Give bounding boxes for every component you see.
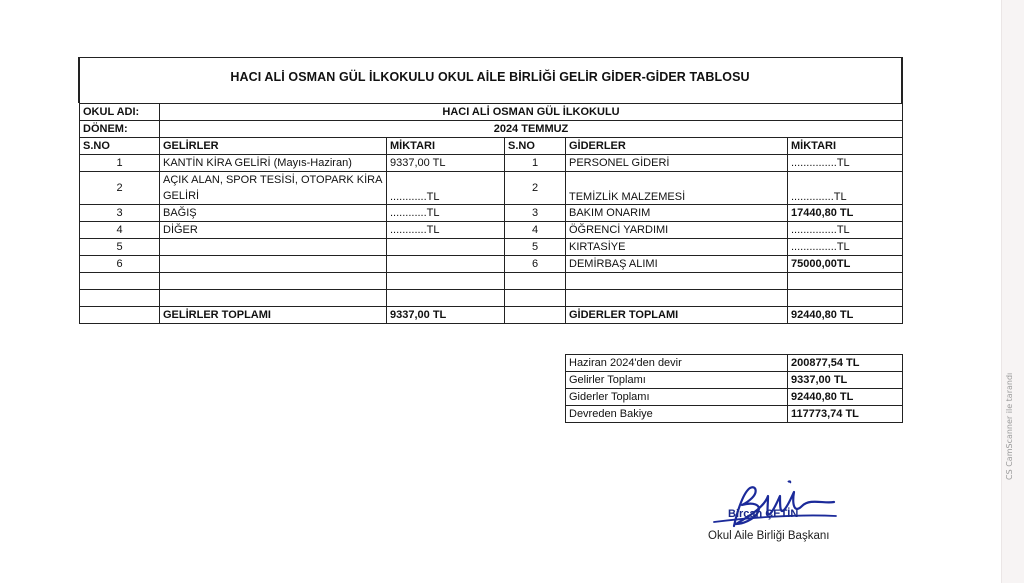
- expense-row-number: 3: [505, 205, 566, 222]
- empty-row: [80, 290, 903, 307]
- header-expense: GİDERLER: [566, 138, 788, 155]
- expense-amount: ...............TL: [788, 155, 903, 172]
- expense-total-value: 92440,80 TL: [788, 307, 903, 324]
- expense-amount: ...............TL: [788, 239, 903, 256]
- header-row: [80, 138, 903, 155]
- expense-amount: 75000,00TL: [788, 256, 903, 273]
- expense-item: DEMİRBAŞ ALIMI: [566, 256, 788, 273]
- summary-row: [566, 389, 903, 406]
- empty-row: [80, 273, 903, 290]
- summary-value: 92440,80 TL: [788, 389, 903, 406]
- expense-row-number: 5: [505, 239, 566, 256]
- summary-label: Devreden Bakiye: [566, 406, 788, 423]
- table-row: [80, 205, 903, 222]
- summary-label: Gelirler Toplamı: [566, 372, 788, 389]
- row-number: 5: [80, 239, 160, 256]
- income-amount: ............TL: [387, 222, 505, 239]
- header-amount: MİKTARI: [387, 138, 505, 155]
- table-row: [80, 239, 903, 256]
- row-number: 4: [80, 222, 160, 239]
- income-amount: ............TL: [387, 205, 505, 222]
- expense-row-number: 1: [505, 155, 566, 172]
- header-sno-2: S.NO: [505, 138, 566, 155]
- header-sno: S.NO: [80, 138, 160, 155]
- expense-row-number: 6: [505, 256, 566, 273]
- table-row: [80, 256, 903, 273]
- summary-row: [566, 372, 903, 389]
- expense-item: PERSONEL GİDERİ: [566, 155, 788, 172]
- summary-value: 9337,00 TL: [788, 372, 903, 389]
- school-value: HACI ALİ OSMAN GÜL İLKOKULU: [160, 104, 903, 121]
- school-label: OKUL ADI:: [80, 104, 160, 121]
- row-number: 2: [80, 172, 160, 205]
- expense-amount: ...............TL: [788, 222, 903, 239]
- income-expense-table: [79, 103, 903, 324]
- period-value: 2024 TEMMUZ: [160, 121, 903, 138]
- period-label: DÖNEM:: [80, 121, 160, 138]
- income-amount: [387, 239, 505, 256]
- page-title: HACI ALİ OSMAN GÜL İLKOKULU OKUL AİLE BİRLİĞİ GELİR GİDER-GİDER TABLOSU: [230, 70, 750, 84]
- income-item: BAĞIŞ: [160, 205, 387, 222]
- summary-row: [566, 406, 903, 423]
- summary-label: Giderler Toplamı: [566, 389, 788, 406]
- expense-row-number: 4: [505, 222, 566, 239]
- expense-amount: 17440,80 TL: [788, 205, 903, 222]
- income-total-label: GELİRLER TOPLAMI: [160, 307, 387, 324]
- signatory-name: Bircan ÇETİN: [728, 508, 799, 520]
- expense-item: ÖĞRENCİ YARDIMI: [566, 222, 788, 239]
- header-income: GELİRLER: [160, 138, 387, 155]
- table-row: [80, 222, 903, 239]
- summary-value: 117773,74 TL: [788, 406, 903, 423]
- income-item: AÇIK ALAN, SPOR TESİSİ, OTOPARK KİRA GELİRİ: [160, 172, 387, 205]
- expense-item: BAKIM ONARIM: [566, 205, 788, 222]
- totals-row: [80, 307, 903, 324]
- signatory-role: Okul Aile Birliği Başkanı: [708, 530, 830, 542]
- frame-right-edge: [901, 57, 903, 103]
- expense-total-label: GİDERLER TOPLAMI: [566, 307, 788, 324]
- summary-value: 200877,54 TL: [788, 355, 903, 372]
- income-amount: [387, 256, 505, 273]
- income-item: KANTİN KİRA GELİRİ (Mayıs-Haziran): [160, 155, 387, 172]
- income-amount: 9337,00 TL: [387, 155, 505, 172]
- income-amount: ............TL: [387, 172, 505, 205]
- period-row: [80, 121, 903, 138]
- scanner-watermark: CS CamScanner ile tarandı: [1005, 372, 1014, 480]
- income-item: [160, 256, 387, 273]
- summary-label: Haziran 2024'den devir: [566, 355, 788, 372]
- school-row: [80, 104, 903, 121]
- row-number: 3: [80, 205, 160, 222]
- header-amount-2: MİKTARI: [788, 138, 903, 155]
- income-item: [160, 239, 387, 256]
- row-number: 1: [80, 155, 160, 172]
- income-item: DİĞER: [160, 222, 387, 239]
- balance-summary-table: [565, 354, 903, 423]
- income-total-value: 9337,00 TL: [387, 307, 505, 324]
- expense-row-number: 2: [505, 172, 566, 205]
- expense-item: TEMİZLİK MALZEMESİ: [566, 172, 788, 205]
- table-row: [80, 172, 903, 205]
- scanner-margin: [1001, 0, 1024, 583]
- table-row: [80, 155, 903, 172]
- row-number: 6: [80, 256, 160, 273]
- summary-row: [566, 355, 903, 372]
- expense-item: KIRTASİYE: [566, 239, 788, 256]
- expense-amount: ..............TL: [788, 172, 903, 205]
